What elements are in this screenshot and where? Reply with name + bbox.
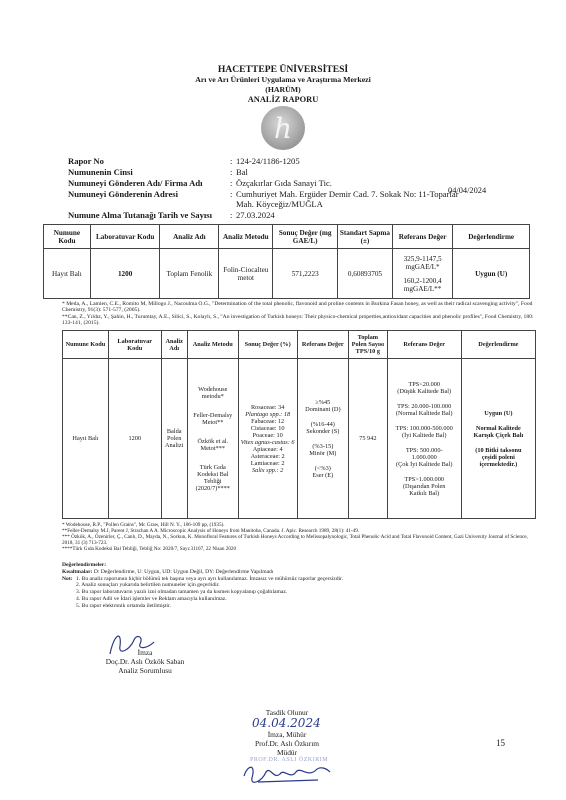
info-value: Cumhuriyet Mah. Ergüder Demir Cad. 7. Sokak No: 11-Toparlar xyxy=(236,189,459,199)
reference-line: ≥%45 xyxy=(315,398,331,406)
col-header: Referans Değer xyxy=(392,225,453,249)
info-value-continued: Mah. Köyceğiz/MUĞLA xyxy=(236,199,323,209)
tps-ref-line: (Düşük Kalitede Bal) xyxy=(397,387,452,395)
center-name: Arı ve Arı Ürünleri Uygulama ve Araştırma Merkezi xyxy=(195,75,371,84)
col-header: Referans Değer xyxy=(297,331,348,359)
method-text: Wodehouse metodu* xyxy=(198,385,228,400)
result-line: Asteraceae: 2 xyxy=(250,452,285,460)
result-line: Vitex agnus-castus: 6 xyxy=(240,438,295,446)
table-header-row xyxy=(44,225,530,249)
tps-cell: 75 942 xyxy=(349,359,388,519)
signature-right xyxy=(238,758,334,788)
signer-name: Doç.Dr. Aslı Özkök Saban xyxy=(105,657,185,666)
university-name: HACETTEPE ÜNİVERSİTESİ xyxy=(217,64,349,75)
result-cell: 571,2223 xyxy=(273,249,338,299)
lab-code-cell: 1200 xyxy=(90,249,160,299)
result-line: Salix spp.: 2 xyxy=(252,466,284,474)
reference-line: Minör (M) xyxy=(309,449,337,457)
tps-ref-line: TPS: 500.000- xyxy=(405,446,443,454)
evaluations-title: Değerlendirmeler: xyxy=(62,562,107,568)
info-label: Rapor No xyxy=(68,156,104,166)
abbreviations xyxy=(62,569,536,576)
footnote: ****Türk Gıda Kodeksi Bal Tebliği, Tebliğ No: 2020/7, Sayı:31107, 22 Nisan 2020 xyxy=(62,546,237,552)
footnote: * Wodehouse, R.P., "Pollen Grains", Mc Graw, Hill N. Y., 106-109 pp, (1935). xyxy=(62,522,225,528)
evaluation-cell xyxy=(461,359,535,519)
info-label: Numuneyi Gönderen Adı/ Firma Adı xyxy=(68,178,203,188)
reference-value: 325,9-1147,5 mgGAE/L* xyxy=(403,254,442,271)
footnote: **Feller-Demalsy M.J, Parent J, Strachan A A. Microscopic Analysis of Honeys from Manitoba, Canada. J. Apic. Research 1989, 28(1): 41-49. xyxy=(62,528,360,534)
col-header: Standart Sapma (±) xyxy=(338,225,393,249)
reference-cell xyxy=(297,359,348,519)
method-text: Türk Gıda Kodeksi Bal Tebliği (2020/7)**** xyxy=(195,463,230,492)
col-header: Toplam Polen Sayısı TPS/10 g xyxy=(349,331,388,359)
sample-cell: Hayıt Balı xyxy=(63,359,109,519)
signer-role: Analiz Sorumlusu xyxy=(118,666,172,675)
table-row xyxy=(63,359,536,519)
col-header: Sonuç Değer (%) xyxy=(238,331,297,359)
tps-reference-cell xyxy=(387,359,461,519)
info-label: Numunenin Cinsi xyxy=(68,167,133,177)
result-line: Cistaceae: 10 xyxy=(250,424,285,432)
info-value: 124-24/1186-1205 xyxy=(236,156,300,166)
report-info: Rapor No : 124-24/1186-1205 Numunenin Cinsi : Bal Numuneyi Gönderen Adı/ Firma Adı : Özçakırlar Gıda Sanayi Tic. Numuneyi Gönderenin Adresi : Cumhuriyet Mah. Ergüder Demir Cad. 7. Sokak No: 11-Toparlar Mah. Köyceğiz/MUĞLA Numune Alma Tutanağı Tarih ve Sayısı : 27.03.2024 xyxy=(68,156,459,220)
sd-cell: 0,60893705 xyxy=(338,249,393,299)
signer-role: Müdür xyxy=(276,748,298,757)
note-item: 4. Bu rapor Adli ve İdari işlemler ve Reklam amacıyla kullanılmaz. xyxy=(76,595,227,602)
tps-ref-line: (Normal Kalitede Bal) xyxy=(395,409,453,417)
table1-footnote: **Can, Z., Yıldız, Y., Şahin, H., Turumtay, A.E., Silici, S., Kolaylı, S., "An investigation of Turkish honeys: Their physico-chemical properties,antioxidant capacities and phenolic profiles", Food Chemistry, 180: 133-141, (2015). xyxy=(62,314,534,327)
lab-code-cell: 1200 xyxy=(108,359,161,519)
table1-footnote: * Meda, A., Lamien, C.E., Romito M, Millogo J., Nacoulma O.G., "Determination of the total phenolic, flavonoid and proline contents in Burkina Fasan honey, as well as their radical scavenging activity", Food Chemistry, 91(3): 571-577, (2005). xyxy=(62,301,533,314)
note-item: 1. Bu analiz raporunun hiçbir bölümü tek başına veya ayrı ayrı kullanılamaz. İmzasız ve mühürsüz raporlar geçersizdir. xyxy=(76,575,344,582)
note-item: 2. Analiz sonuçları yukarıda belirtilen numuneler için geçerlidir. xyxy=(76,582,220,589)
university-logo: h xyxy=(261,106,305,150)
evaluation-cell: Uygun (U) xyxy=(453,249,530,299)
col-header: Değerlendirme xyxy=(461,331,535,359)
phenolic-table xyxy=(43,224,530,299)
signature-label: İmza, Mühür xyxy=(267,730,307,739)
result-line: Fabaceae: 12 xyxy=(251,417,285,425)
evaluation-line: (10 Bitki taksonu xyxy=(475,446,522,454)
reference-line: (%3-15) xyxy=(312,442,334,450)
col-header: Laboratuvar Kodu xyxy=(90,225,160,249)
info-value: Bal xyxy=(236,167,248,177)
col-header: Analiz Metodu xyxy=(219,225,273,249)
stamp-text: PROF.DR. ASLI ÖZKIRIM xyxy=(250,757,329,763)
method-text: Özkök et al. Metot*** xyxy=(197,437,229,452)
reference-cell xyxy=(392,249,453,299)
col-header: Değerlendirme xyxy=(453,225,530,249)
abbrev-label: Kısaltmalar: xyxy=(62,568,93,575)
page-number: 15 xyxy=(496,738,505,748)
note-item: 5. Bu rapor elektronik ortamda iletilmiştir. xyxy=(76,602,171,609)
signature-left-block xyxy=(80,648,210,675)
col-header: Numune Kodu xyxy=(63,331,109,359)
footnote: *** Özkök, A., Özenirler, Ç., Canlı, D., Mayda, N., Sorkun, K. Monofloral Features of Turkish Honeys According to Melissopalynologic, Total Phenolic Acid and Total Flavonoid Content, Gazi University Journal of Science, 2018, 31 (3) 713-723. xyxy=(62,534,528,546)
tps-ref-line: 1.000.000 xyxy=(411,453,437,461)
handwritten-date: 04.04.2024 xyxy=(252,716,321,730)
tps-ref-line: Katkılı Bal) xyxy=(409,489,440,497)
method-cell xyxy=(187,359,238,519)
reference-value: 160,2-1200,4 mgGAE/L** xyxy=(403,276,442,293)
tps-ref-line: (Çok İyi Kalitede Bal) xyxy=(395,460,453,468)
evaluation-line: Karışık Çiçek Balı xyxy=(473,431,524,439)
info-label: Numuneyi Gönderenin Adresi xyxy=(68,189,178,199)
reference-line: Eser (E) xyxy=(312,471,334,479)
tps-ref-line: (Dışarıdan Polen xyxy=(402,482,446,490)
tps-ref-line: TPS>1.000.000 xyxy=(404,475,444,483)
reference-line: (<%3) xyxy=(314,464,331,472)
center-short-name: (HARÜM) xyxy=(265,85,301,94)
table-row xyxy=(44,249,530,299)
reference-line: Sekonder (S) xyxy=(306,427,340,435)
tps-ref-line: TPS: 20.000-100.000 xyxy=(397,402,452,410)
report-date: 04/04/2024 xyxy=(448,186,487,195)
method-text: Feller-Demalsy Metot** xyxy=(193,411,233,426)
notes-label: Not: xyxy=(62,575,73,582)
tps-ref-line: TPS: 100.000-500.000 xyxy=(395,424,453,432)
info-value: Özçakırlar Gıda Sanayi Tic. xyxy=(236,178,332,188)
sample-cell: Hayıt Balı xyxy=(44,249,91,299)
report-title: ANALİZ RAPORU xyxy=(247,95,319,104)
analysis-cell: Balda Polen Analizi xyxy=(161,359,187,519)
result-line: Rosaceae: 34 xyxy=(250,403,285,411)
result-cell xyxy=(238,359,297,519)
signature-right-block xyxy=(232,730,342,757)
approval-label: Tasdik Olunur xyxy=(265,708,309,717)
info-value: 27.03.2024 xyxy=(236,210,275,220)
result-line: Lamiaceae: 2 xyxy=(250,459,285,467)
evaluation-line: içermektedir.) xyxy=(479,460,518,468)
result-line: Apiaceae: 4 xyxy=(252,445,283,453)
evaluation-line: Uygun (U) xyxy=(484,409,513,417)
table2-footnotes xyxy=(62,522,536,552)
result-line: Plantago spp.: 18 xyxy=(245,410,291,418)
col-header: Referans Değer xyxy=(387,331,461,359)
evaluation-line: çeşidi poleni xyxy=(481,453,515,461)
analysis-cell: Toplam Fenolik xyxy=(160,249,219,299)
col-header: Numune Kodu xyxy=(44,225,91,249)
col-header: Analiz Adı xyxy=(161,331,187,359)
signature-label: İmza xyxy=(137,648,153,657)
tps-ref-line: (İyi Kalitede Bal) xyxy=(402,431,447,439)
reference-line: (%16-44) xyxy=(310,420,335,428)
evaluation-line: Normal Kalitede xyxy=(475,424,521,432)
method-cell: Folin-Ciocalteu metot xyxy=(219,249,273,299)
info-label: Numune Alma Tutanağı Tarih ve Sayısı xyxy=(68,210,212,220)
evaluations-block xyxy=(62,562,536,610)
signer-name: Prof.Dr. Aslı Özkırım xyxy=(254,739,320,748)
note-item: 3. Bu rapor laboratuvarın yazılı izni olmadan tamamen ya da kısmen kopyalanıp çoğaltılamaz. xyxy=(76,589,288,596)
col-header: Analiz Metodu xyxy=(187,331,238,359)
col-header: Sonuç Değer (mg GAE/L) xyxy=(273,225,338,249)
abbrev-text: D: Değerlendirme, U: Uygun, UD: Uygun Değil, DY: Değerlendirme Yapılmadı xyxy=(93,568,274,575)
notes xyxy=(62,576,536,610)
result-line: Poaceae: 10 xyxy=(252,431,283,439)
pollen-table xyxy=(62,330,536,519)
table-header-row xyxy=(63,331,536,359)
col-header: Laboratuvar Kodu xyxy=(108,331,161,359)
col-header: Analiz Adı xyxy=(160,225,219,249)
tps-ref-line: TPS<20.000 xyxy=(408,380,441,388)
reference-line: Dominant (D) xyxy=(305,405,341,413)
